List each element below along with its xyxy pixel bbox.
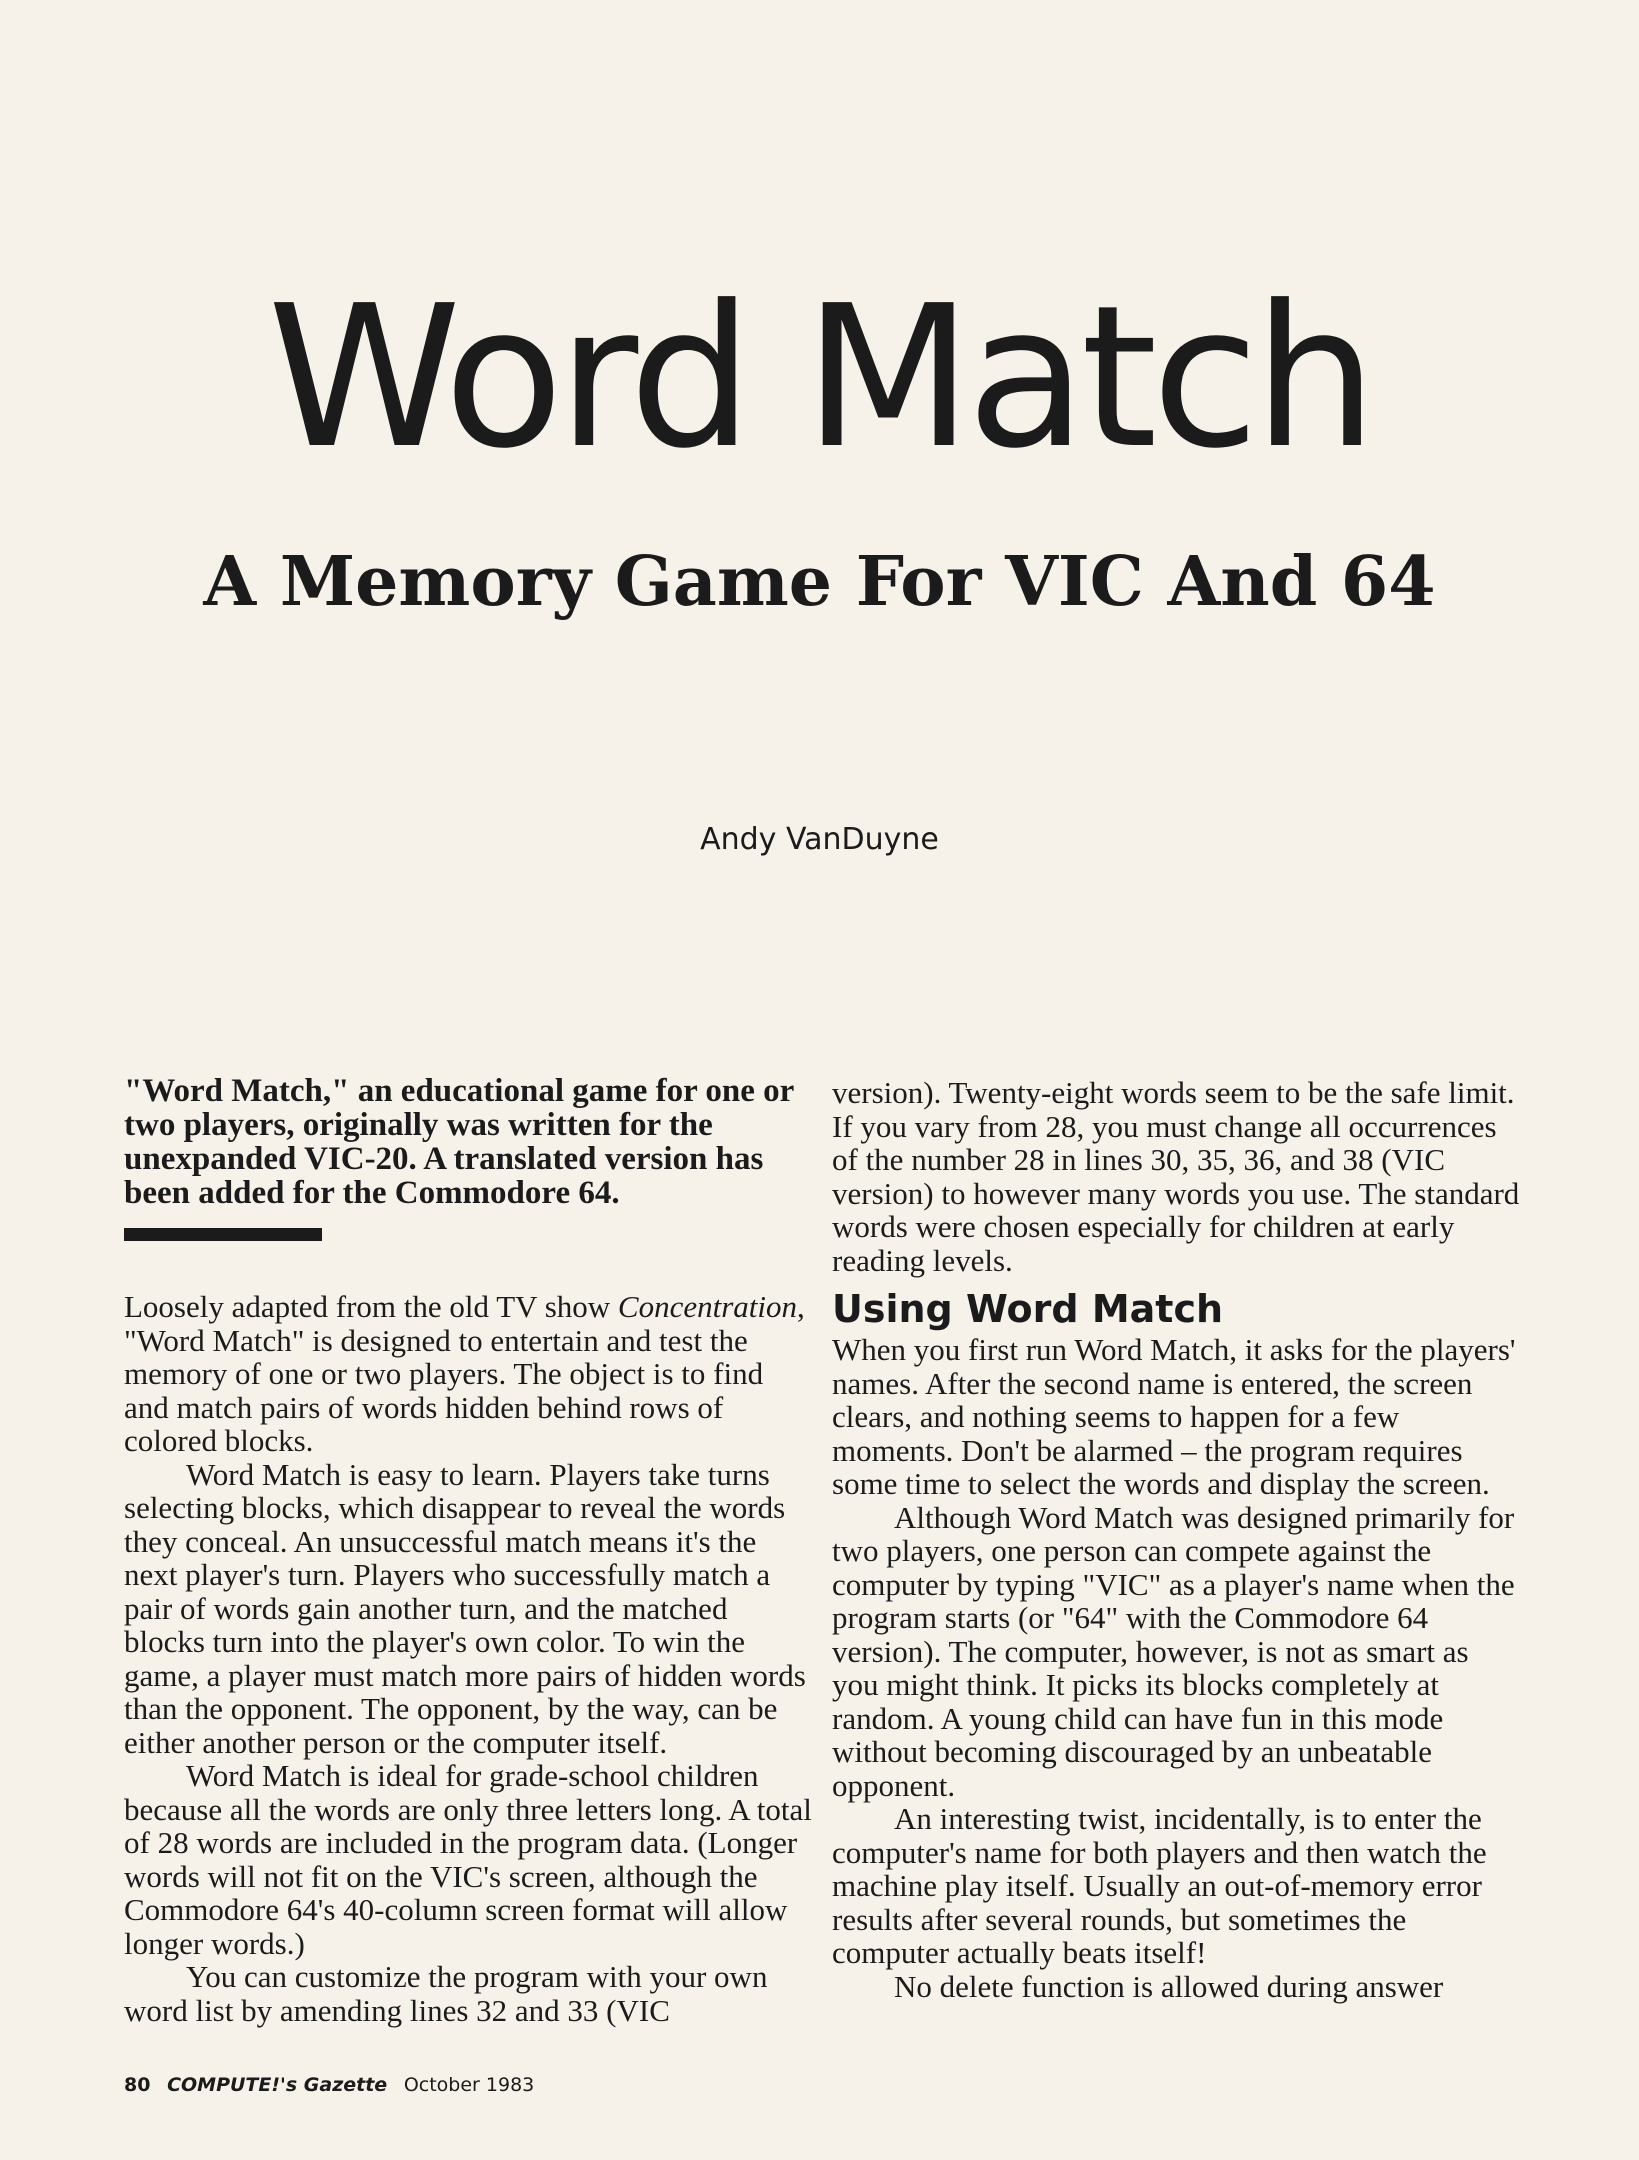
body-paragraph: An interesting twist, incidentally, is to enter the computer's name for both players and then watch the machine play itself. Usually an out-of-memory error results after several rounds, but sometimes the computer actually beats itself! (832, 1801, 1487, 1970)
body-paragraph: You can customize the program with your own word list by amending lines 32 and 33 (VIC (124, 1959, 768, 2028)
page-number: 80 (124, 2074, 151, 2096)
body-paragraph: version). Twenty-eight words seem to be the safe limit. If you vary from 28, you must change all occurrences of the number 28 in lines 30, 35, 36, and 38 (VIC version) to however many words you use. The standard words were chosen especially for children at early reading levels. (832, 1075, 1520, 1278)
left-column (124, 1290, 812, 2027)
article-title: Word Match (267, 264, 1372, 492)
body-paragraph: Word Match is easy to learn. Players take turns selecting blocks, which disappear to reveal the words they conceal. An unsuccessful match means it's the next player's turn. Players who successfully match a pair of words gain another turn, and the matched blocks turn into the player's own color. To win the game, a player must match more pairs of hidden words than the opponent. The opponent, by the way, can be either another person or the computer itself. (124, 1456, 806, 1760)
article-subtitle: A Memory Game For VIC And 64 (203, 542, 1436, 622)
right-column (832, 1076, 1522, 2003)
page-footer (124, 2074, 534, 2096)
body-paragraph (124, 1290, 812, 1458)
paragraph-text: Loosely adapted from the old TV show (124, 1289, 618, 1324)
paragraph-text: , "Word Match" is designed to entertain and test the memory of one or two players. The object is to find and match pairs of words hidden behind rows of colored blocks. (124, 1289, 805, 1458)
body-paragraph: Although Word Match was designed primarily for two players, one person can compete against the computer by typing "VIC" as a player's name when the program starts (or "64" with the Commodore 64 version). The computer, however, is not as smart as you might think. It picks its blocks completely at random. A young child can have fun in this mode without becoming discouraged by an unbeatable opponent. (832, 1499, 1515, 1803)
intro-divider (124, 1228, 322, 1241)
article-intro: "Word Match," an educational game for one or two players, originally was written for the unexpanded VIC-20. A translated version has been added for the Commodore 64. (124, 1073, 794, 1211)
magazine-name: COMPUTE!'s Gazette (167, 2074, 388, 2096)
body-paragraph: When you first run Word Match, it asks for the players' names. After the second name is entered, the screen clears, and nothing seems to happen for a few moments. Don't be alarmed – the program requires some time to select the words and display the screen. (832, 1332, 1516, 1501)
article-author: Andy VanDuyne (700, 822, 939, 857)
body-paragraph: Word Match is ideal for grade-school children because all the words are only three letters long. A total of 28 words are included in the program data. (Longer words will not fit on the VIC's screen, although the Commodore 64's 40-column screen format will allow longer words.) (124, 1758, 812, 1961)
section-heading: Using Word Match (832, 1287, 1224, 1331)
body-paragraph: No delete function is allowed during answer (894, 1968, 1444, 2004)
show-title: Concentration (617, 1289, 798, 1324)
issue-date: October 1983 (403, 2074, 535, 2096)
